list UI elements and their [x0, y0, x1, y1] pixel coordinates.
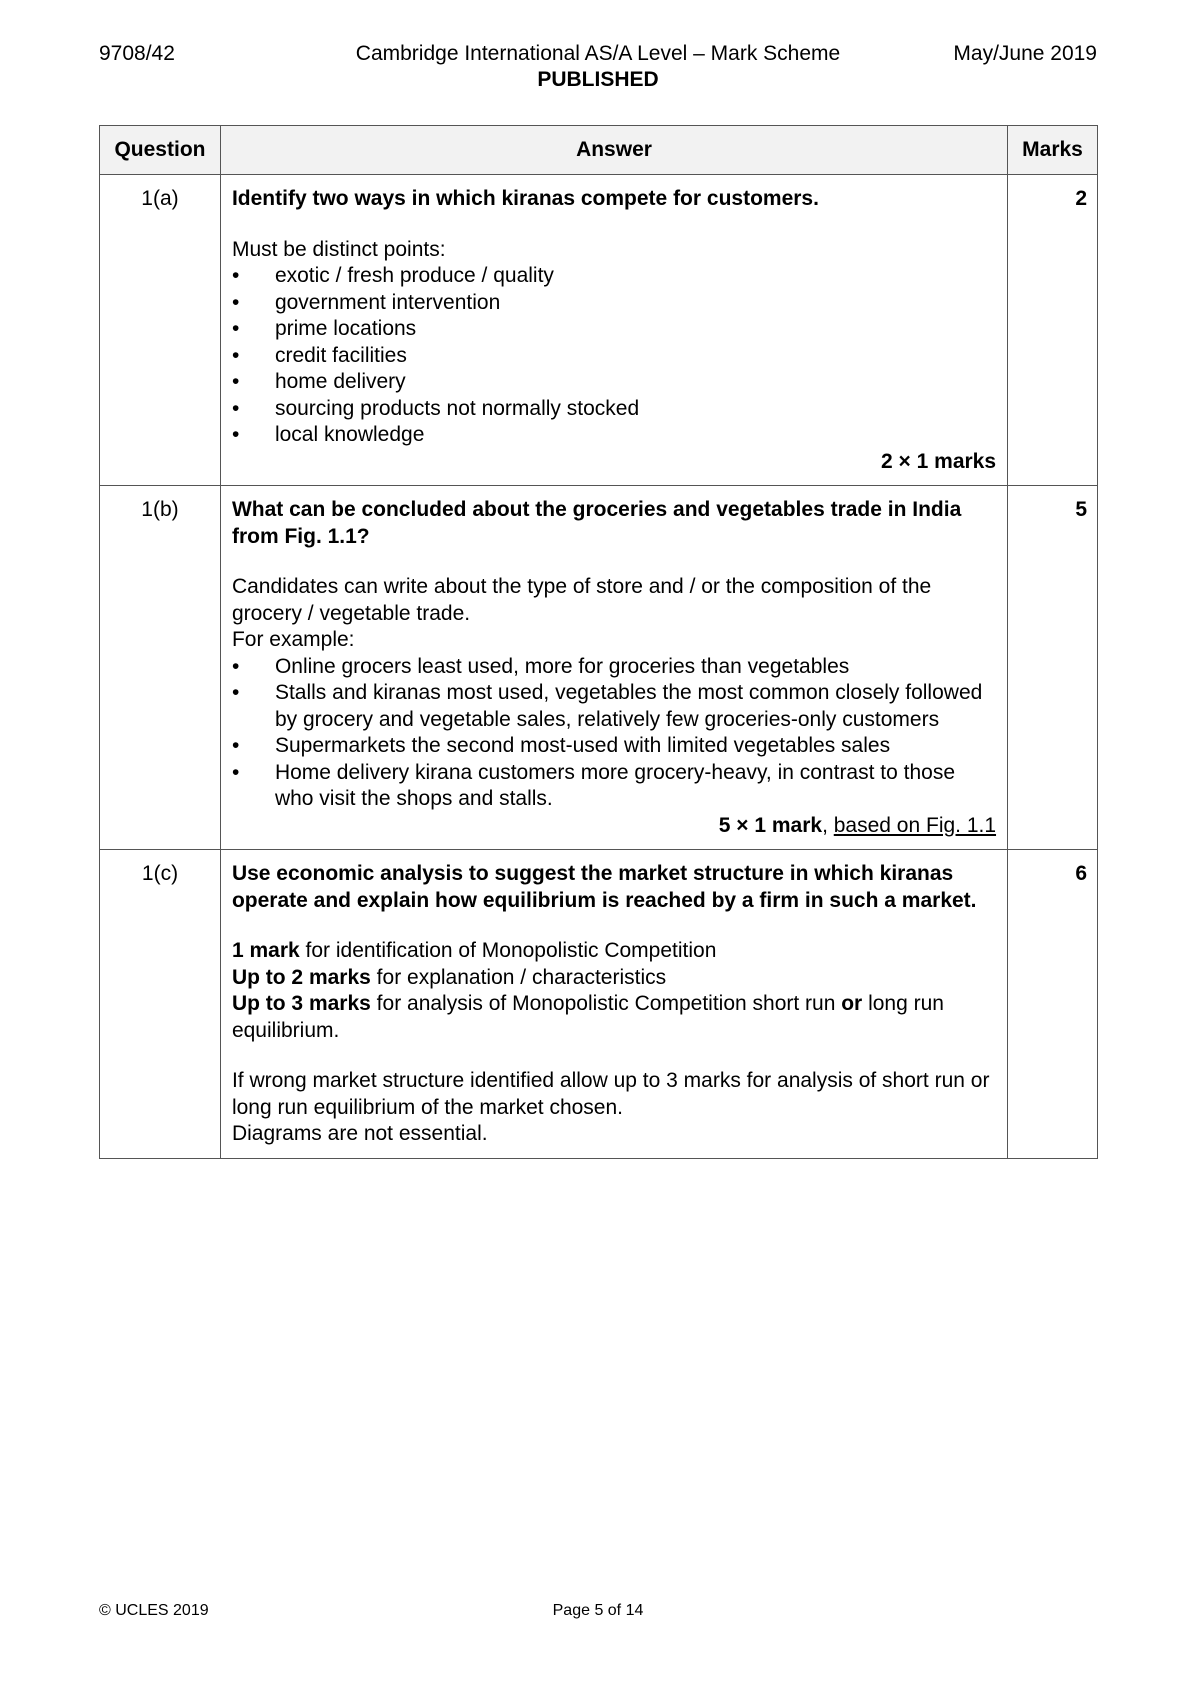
list-item: • Home delivery kirana customers more grocery-heavy, in contrast to those who visit the shops and stalls. [232, 760, 996, 813]
criterion-text: for identification of Monopolistic Competition [299, 939, 717, 962]
column-header-answer: Answer [220, 126, 1007, 175]
mark-allocation-separator: , [822, 813, 834, 837]
answer-intro: Candidates can write about the type of store and / or the composition of the grocery / vegetable trade. [231, 575, 932, 625]
criterion-text: long run equilibrium. [231, 992, 944, 1042]
table-row [100, 850, 1098, 1159]
list-item: • sourcing products not normally stocked [232, 396, 996, 423]
criterion-text: for explanation / characteristics [370, 965, 667, 989]
answer-bullet-list [232, 654, 996, 813]
mark-criterion [232, 965, 996, 992]
guidance-note: Diagrams are not essential. [231, 1122, 488, 1145]
list-item: • local knowledge [232, 422, 996, 449]
question-number: 1(a) [100, 175, 221, 486]
list-item: • home delivery [232, 369, 996, 396]
answer-intro-example: For example: [231, 628, 355, 651]
mark-allocation-source: based on Fig. 1.1 [833, 813, 997, 837]
mark-scheme-table [99, 125, 1098, 1159]
table-row [100, 175, 1098, 486]
paper-code: 9708/42 [99, 42, 175, 65]
answer-cell [220, 175, 1007, 486]
mark-allocation-bold: 5 × 1 mark [718, 813, 823, 837]
page-number: Page 5 of 14 [552, 1602, 644, 1619]
list-item: • government intervention [232, 290, 996, 317]
question-prompt: Identify two ways in which kiranas compete for customers. [231, 187, 819, 210]
marks-value: 6 [1008, 850, 1098, 1159]
list-item: • credit facilities [232, 343, 996, 370]
copyright: © UCLES 2019 [99, 1602, 209, 1619]
answer-cell [220, 850, 1007, 1159]
page-header [99, 42, 1097, 102]
mark-allocation-note [232, 813, 996, 840]
criterion-marks: Up to 3 marks [231, 992, 371, 1015]
guidance-note: If wrong market structure identified allow up to 3 marks for analysis of short run or long run equilibrium of the market chosen. [231, 1069, 990, 1119]
question-prompt: What can be concluded about the groceries and vegetables trade in India from Fig. 1.1? [231, 498, 962, 548]
table-row [100, 486, 1098, 850]
document-title: Cambridge International AS/A Level – Mark Scheme [355, 42, 841, 65]
marks-value: 5 [1008, 486, 1098, 850]
criterion-marks: 1 mark [231, 939, 300, 962]
answer-cell [220, 486, 1007, 850]
answer-bullet-list [232, 263, 996, 449]
table-header-row [100, 126, 1098, 175]
list-item: • Stalls and kiranas most used, vegetables the most common closely followed by grocery and vegetable sales, relatively few groceries-only customers [232, 680, 996, 733]
question-number: 1(b) [100, 486, 221, 850]
criterion-marks: Up to 2 marks [231, 965, 371, 989]
question-number: 1(c) [100, 850, 221, 1159]
published-label: PUBLISHED [537, 68, 659, 91]
criterion-text: for analysis of Monopolistic Competition short run [370, 992, 842, 1015]
column-header-question: Question [100, 126, 221, 175]
mark-criterion [232, 991, 996, 1044]
list-item: • exotic / fresh produce / quality [232, 263, 996, 290]
column-header-marks: Marks [1008, 126, 1098, 175]
criterion-or: or [841, 992, 863, 1015]
answer-intro: Must be distinct points: [231, 237, 446, 261]
marks-value: 2 [1008, 175, 1098, 486]
list-item: • Online grocers least used, more for groceries than vegetables [232, 654, 996, 681]
list-item: • Supermarkets the second most-used with limited vegetables sales [232, 733, 996, 760]
list-item: • prime locations [232, 316, 996, 343]
mark-criterion [232, 938, 996, 965]
question-prompt: Use economic analysis to suggest the market structure in which kiranas operate and explain how equilibrium is reached by a firm in such a market. [231, 862, 977, 912]
exam-session: May/June 2019 [953, 42, 1097, 65]
mark-allocation-note: 2 × 1 marks [881, 449, 997, 473]
